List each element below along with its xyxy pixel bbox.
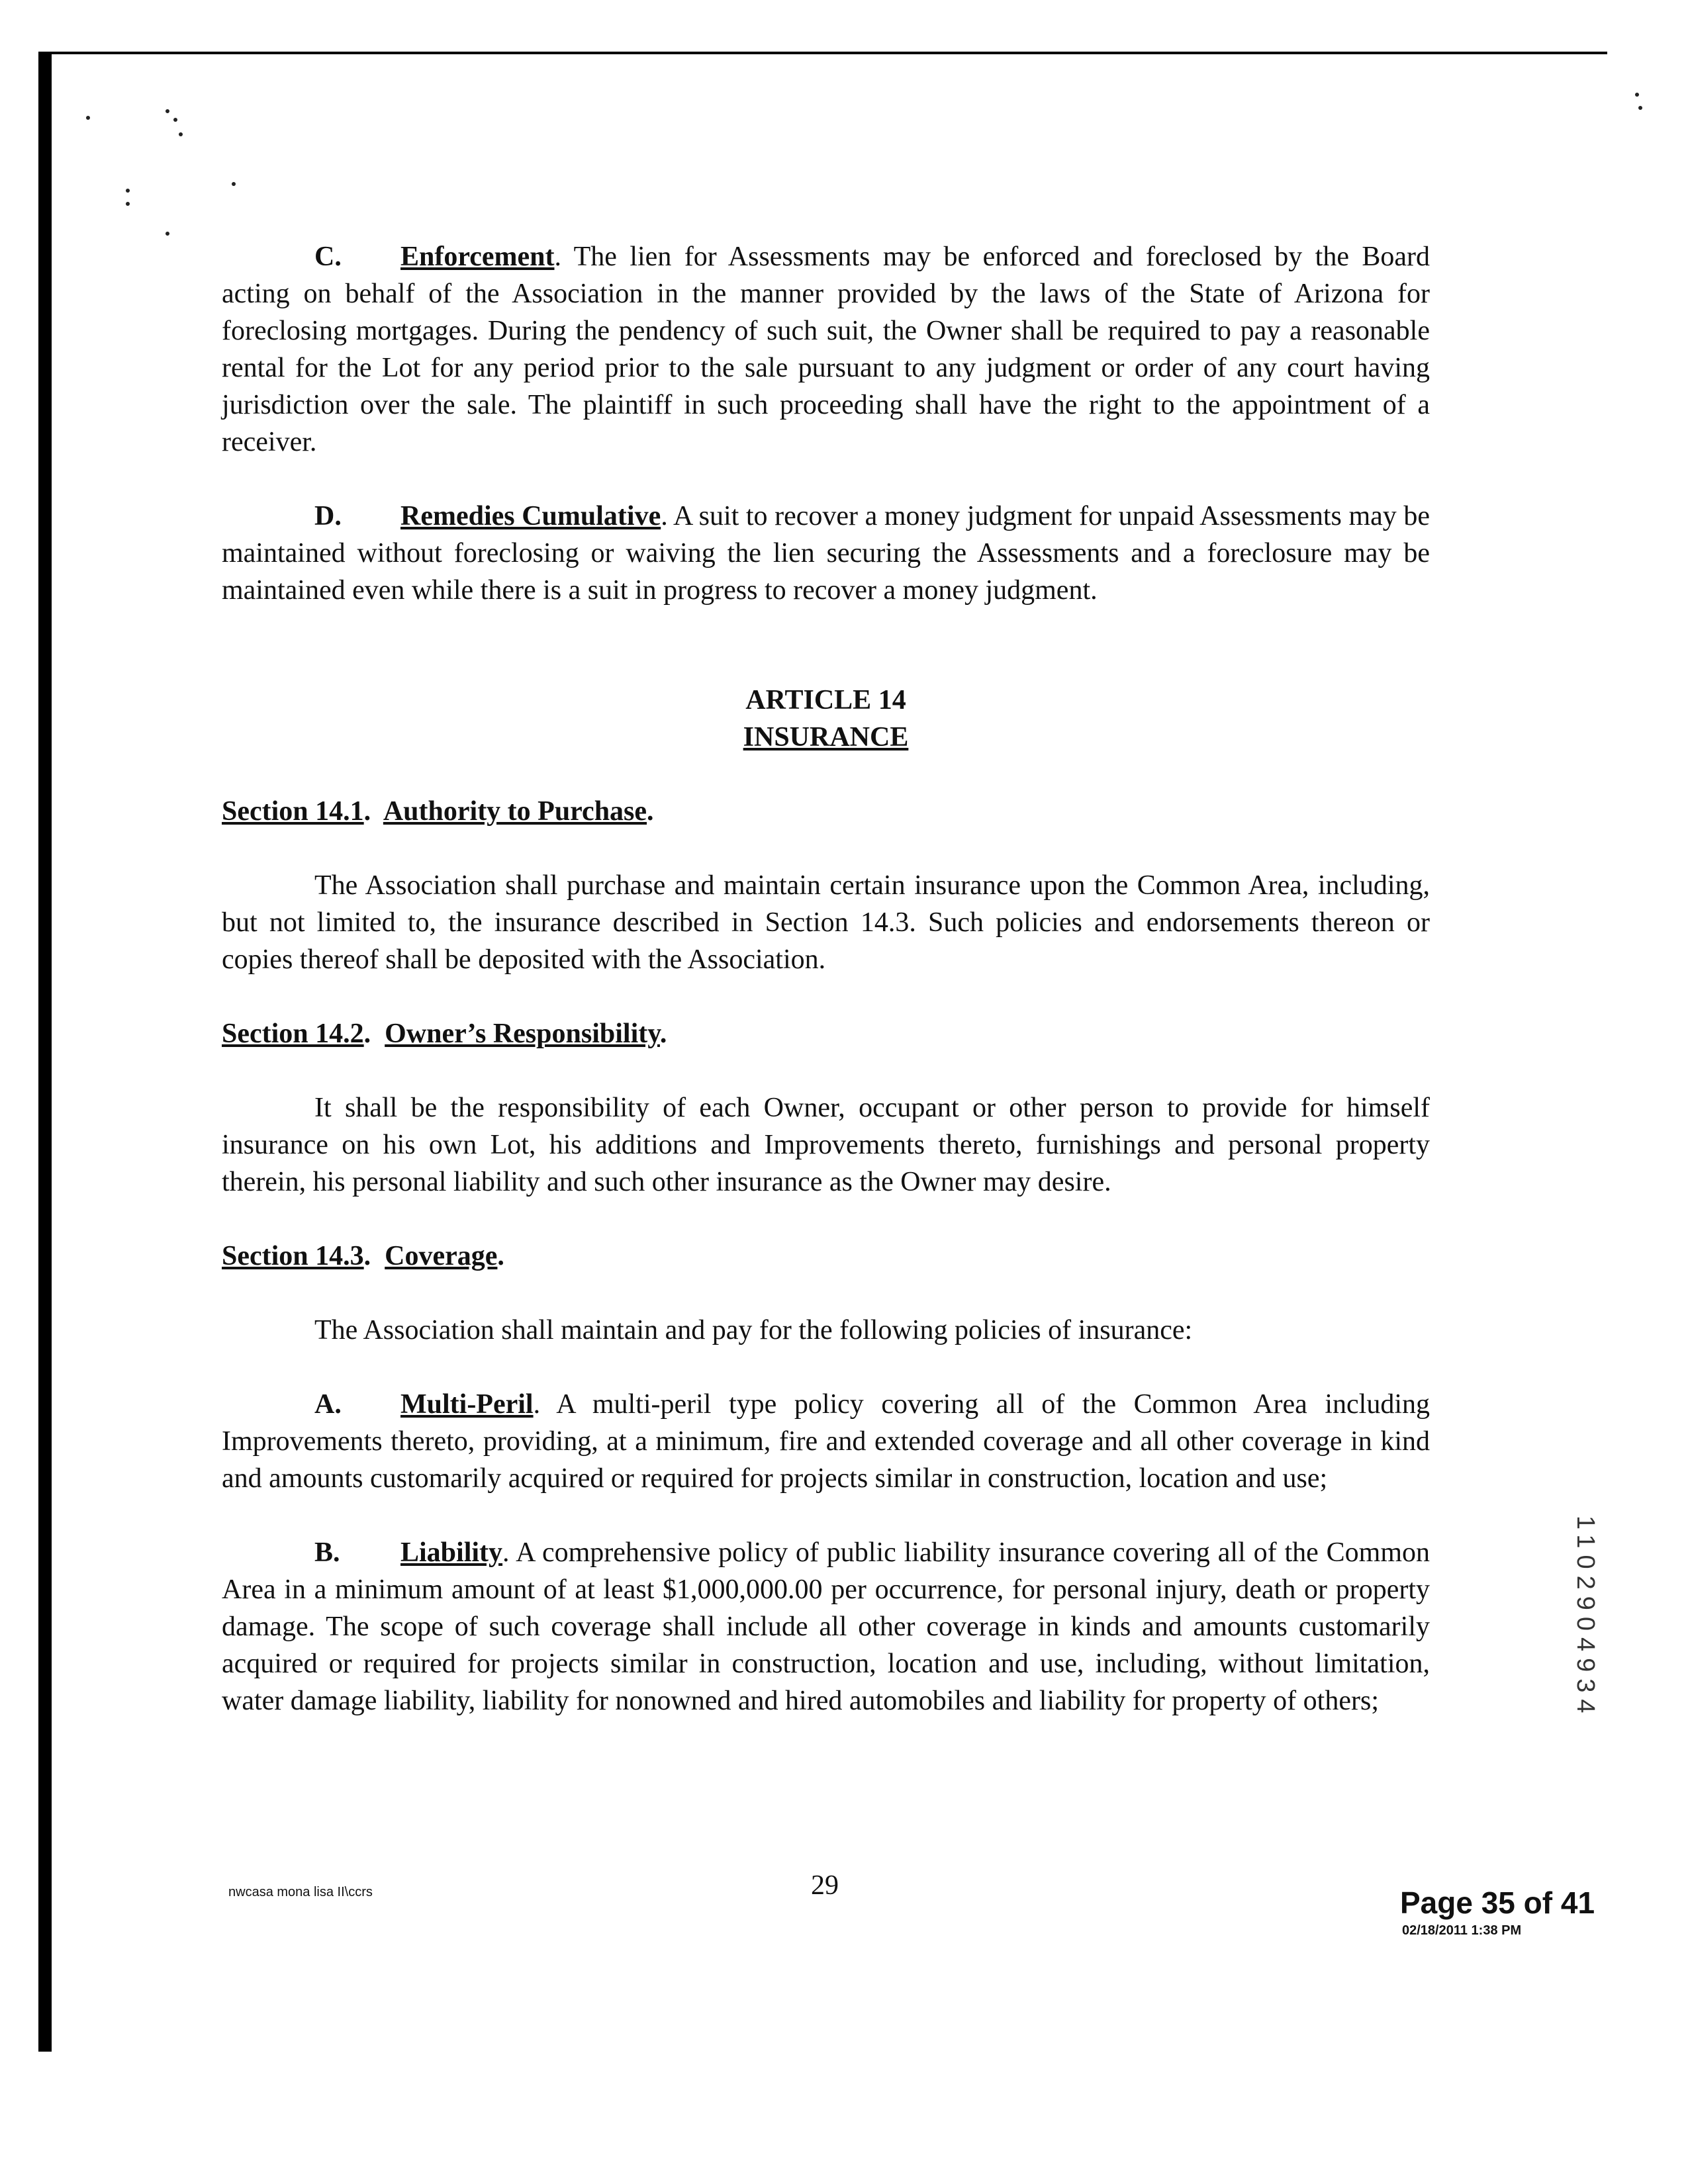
- scan-speck: [126, 202, 130, 206]
- item-letter: C.: [314, 242, 342, 272]
- file-reference: nwcasa mona lisa II\ccrs: [228, 1885, 373, 1899]
- item-text: . The lien for Assessments may be enforced and foreclosed by the Board acting on behalf of the Association in the manner provided by the laws of the State of Arizona for foreclosing mortgages. During the pendency of such suit, the Owner shall be required to pay a reasonable rental for the Lot for any period prior to the sale pursuant to any judgment or order of any court having jurisdiction over the sale. The plaintiff in such proceeding shall have the right to the appointment of a receiver.: [222, 242, 1430, 457]
- page-counter: Page 35 of 41: [1400, 1886, 1595, 1920]
- page-number: 29: [811, 1870, 839, 1901]
- item-heading: Enforcement: [400, 242, 555, 272]
- paragraph-c-enforcement: [222, 238, 1430, 461]
- item-heading: Liability: [400, 1537, 503, 1568]
- vertical-stamp-graphic: [1559, 1516, 1599, 1840]
- section-body-14-1: The Association shall purchase and maintain certain insurance upon the Common Area, including, but not limited to, the insurance described in Section 14.3. Such policies and endorsements thereon or copies thereof shall be deposited with the Association.: [222, 870, 1430, 975]
- section-heading-14-3: Section 14.3. Coverage.: [222, 1241, 504, 1271]
- item-text: . A suit to recover a money judgment for unpaid Assessments may be maintained without foreclosing or waiving the lien securing the Assessments and a foreclosure may be maintained even while there is a suit in progress to recover a money judgment.: [222, 501, 1430, 606]
- item-letter: A.: [314, 1389, 342, 1420]
- recording-number-text: 1102904934: [1571, 1516, 1599, 1720]
- section-title: Owner’s Responsibility: [385, 1019, 660, 1049]
- scan-speck: [173, 118, 177, 122]
- item-text: . A comprehensive policy of public liability insurance covering all of the Common Area in a minimum amount of at least $1,000,000.00 per occurrence, for personal injury, death or property damage. The scope of such coverage shall include all other coverage in kinds and amounts customarily acquired or required for projects similar in construction, location and use, including, without limitation, water damage liability, liability for nonowned and hired automobiles and liability for property of others;: [222, 1537, 1430, 1716]
- paragraph-a-multi-peril: [222, 1386, 1430, 1497]
- section-heading-14-2: Section 14.2. Owner’s Responsibility.: [222, 1019, 667, 1049]
- section-label: Section 14.2: [222, 1019, 364, 1049]
- top-scan-rule: [38, 52, 1607, 54]
- article-number: ARTICLE 14: [745, 685, 906, 715]
- section-body-14-3: The Association shall maintain and pay for the following policies of insurance:: [314, 1315, 1193, 1345]
- paragraph-d-remedies: [222, 498, 1430, 609]
- scan-speck: [165, 109, 169, 113]
- left-scan-border: [38, 53, 52, 2052]
- section-title: Coverage: [385, 1241, 498, 1271]
- item-letter: B.: [314, 1537, 340, 1568]
- section-label: Section 14.1: [222, 796, 364, 827]
- scan-speck: [232, 182, 236, 186]
- item-text: . A multi-peril type policy covering all of the Common Area including Improvements thereto, providing, at a minimum, fire and extended coverage and all other coverage in kind and amounts customarily acquired or required for projects similar in construction, location and use;: [222, 1389, 1430, 1494]
- print-timestamp: 02/18/2011 1:38 PM: [1402, 1923, 1522, 1938]
- scan-speck: [1638, 106, 1642, 110]
- section-label: Section 14.3: [222, 1241, 364, 1271]
- item-heading: Multi-Peril: [400, 1389, 534, 1420]
- paragraph-b-liability: [222, 1534, 1430, 1719]
- recording-number-stamp: [1559, 1516, 1599, 1840]
- item-heading: Remedies Cumulative: [400, 501, 661, 531]
- section-heading-14-1: Section 14.1. Authority to Purchase.: [222, 796, 654, 827]
- scan-speck: [165, 232, 169, 236]
- scan-speck: [179, 132, 183, 136]
- section-title: Authority to Purchase: [383, 796, 647, 827]
- item-letter: D.: [314, 501, 342, 531]
- section-body-14-2: It shall be the responsibility of each Owner, occupant or other person to provide for himself insurance on his own Lot, his additions and Improvements thereto, furnishings and personal property therein, his personal liability and such other insurance as the Owner may desire.: [222, 1093, 1430, 1197]
- scan-speck: [86, 116, 90, 120]
- scan-speck: [126, 189, 130, 193]
- article-heading: [222, 682, 1430, 756]
- document-body: [222, 238, 1430, 1756]
- article-title: INSURANCE: [743, 722, 909, 752]
- scan-speck: [1635, 93, 1639, 97]
